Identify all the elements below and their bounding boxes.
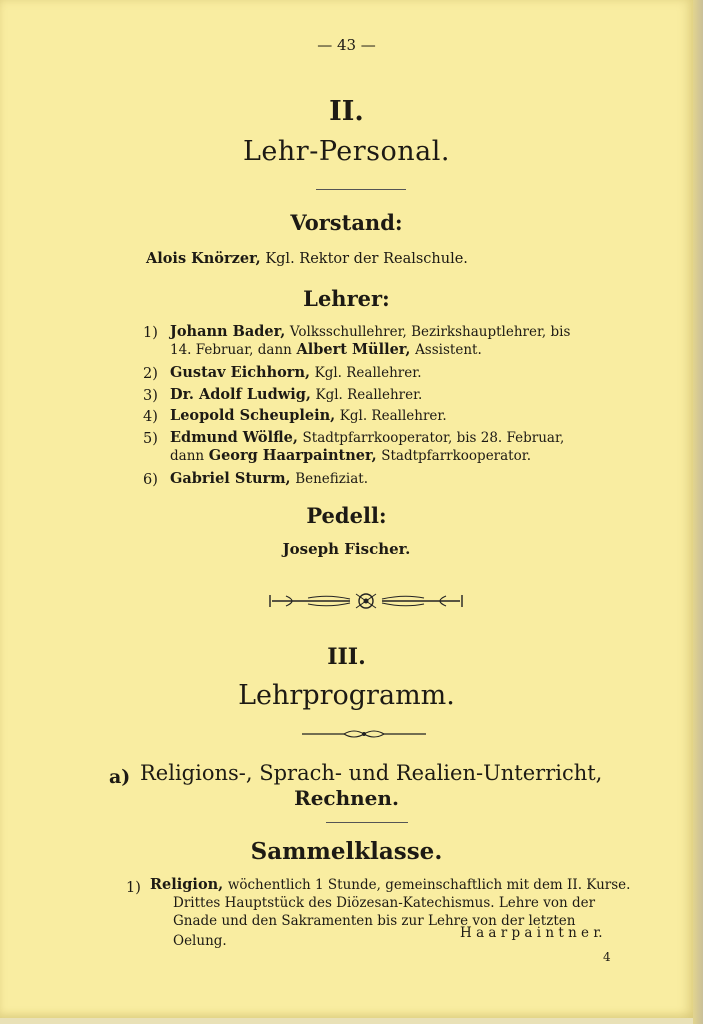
section-numeral-ii: II.	[329, 96, 364, 127]
lehrer-item-2	[170, 364, 422, 381]
lehrer-item-3	[170, 386, 422, 403]
lehrer-item-number: 5)	[143, 431, 158, 447]
page-number: — 43 —	[317, 36, 376, 54]
sammelklasse-line3: Gnade und den Sakramenten bis zur Lehre von der letzten	[173, 913, 576, 929]
teacher-role: dann	[170, 448, 205, 464]
teacher-name: Georg Haarpaintner,	[208, 447, 377, 464]
lehrer-item-5-line2	[170, 447, 531, 464]
heading-pedell: Pedell:	[306, 503, 387, 528]
sammelklasse-teacher: H a a r p a i n t n e r.	[460, 925, 603, 941]
section-title-lehr-personal: Lehr-Personal.	[243, 136, 450, 167]
vorstand-name: Alois Knörzer,	[146, 250, 261, 267]
lehrer-item-6	[170, 470, 368, 487]
sammelklasse-item-number: 1)	[126, 880, 141, 896]
heading-vorstand: Vorstand:	[290, 210, 403, 235]
heading-lehrer: Lehrer:	[303, 286, 390, 311]
teacher-role: Kgl. Reallehrer.	[339, 408, 447, 424]
section-numeral-iii: III.	[327, 644, 366, 670]
pedell-name: Joseph Fischer.	[282, 540, 411, 558]
lehrer-item-5	[170, 429, 564, 446]
lehrer-item-number: 2)	[143, 366, 158, 382]
divider	[326, 822, 408, 823]
teacher-role: Assistent.	[415, 342, 482, 358]
subsection-title-line2: Rechnen.	[294, 786, 399, 810]
heading-sammelklasse: Sammelklasse.	[250, 838, 443, 865]
teacher-name: Gustav Eichhorn,	[170, 364, 311, 381]
lehrer-item-number: 6)	[143, 472, 158, 488]
teacher-name: Leopold Scheuplein,	[170, 407, 336, 424]
vorstand-role: Kgl. Rektor der Realschule.	[265, 251, 468, 267]
divider	[316, 189, 406, 190]
lehrer-item-number: 4)	[143, 409, 158, 425]
teacher-role: Kgl. Reallehrer.	[315, 387, 423, 403]
teacher-role: Stadtpfarrkooperator.	[381, 448, 531, 464]
teacher-role: Benefiziat.	[295, 471, 368, 487]
ornament-small-icon	[300, 727, 428, 741]
lehrer-item-4	[170, 407, 447, 424]
teacher-name: Dr. Adolf Ludwig,	[170, 386, 311, 403]
section-title-lehrprogramm: Lehrprogramm.	[238, 680, 455, 711]
subsection-label: a)	[109, 766, 131, 788]
teacher-role: 14. Februar, dann	[170, 342, 292, 358]
teacher-role: Volksschullehrer, Bezirkshauptlehrer, bis	[289, 324, 571, 340]
teacher-name: Johann Bader,	[170, 323, 286, 340]
lehrer-item-1	[170, 323, 570, 340]
sammelklasse-line4: Oelung.	[173, 933, 227, 949]
sammelklasse-line2: Drittes Hauptstück des Diözesan-Katechismus. Lehre von der	[173, 895, 596, 911]
sammelklasse-line1	[150, 876, 630, 893]
ornament-divider-icon	[268, 590, 464, 612]
page-edge	[693, 0, 703, 1024]
teacher-role: Kgl. Reallehrer.	[314, 365, 422, 381]
subsection-title-line1: Religions-, Sprach- und Realien-Unterricht,	[140, 761, 603, 785]
lehrer-item-number: 3)	[143, 388, 158, 404]
lehrer-item-number: 1)	[143, 325, 158, 341]
vorstand-line	[146, 250, 468, 267]
teacher-role: Stadtpfarrkooperator, bis 28. Februar,	[302, 430, 565, 446]
subject-name: Religion,	[150, 876, 224, 893]
teacher-name: Edmund Wölfle,	[170, 429, 298, 446]
lehrer-item-1-line2	[170, 341, 482, 358]
teacher-name: Albert Müller,	[296, 341, 411, 358]
signature-mark: 4	[603, 950, 611, 964]
teacher-name: Gabriel Sturm,	[170, 470, 291, 487]
subject-desc: wöchentlich 1 Stunde, gemeinschaftlich mit dem II. Kurse.	[227, 877, 631, 893]
